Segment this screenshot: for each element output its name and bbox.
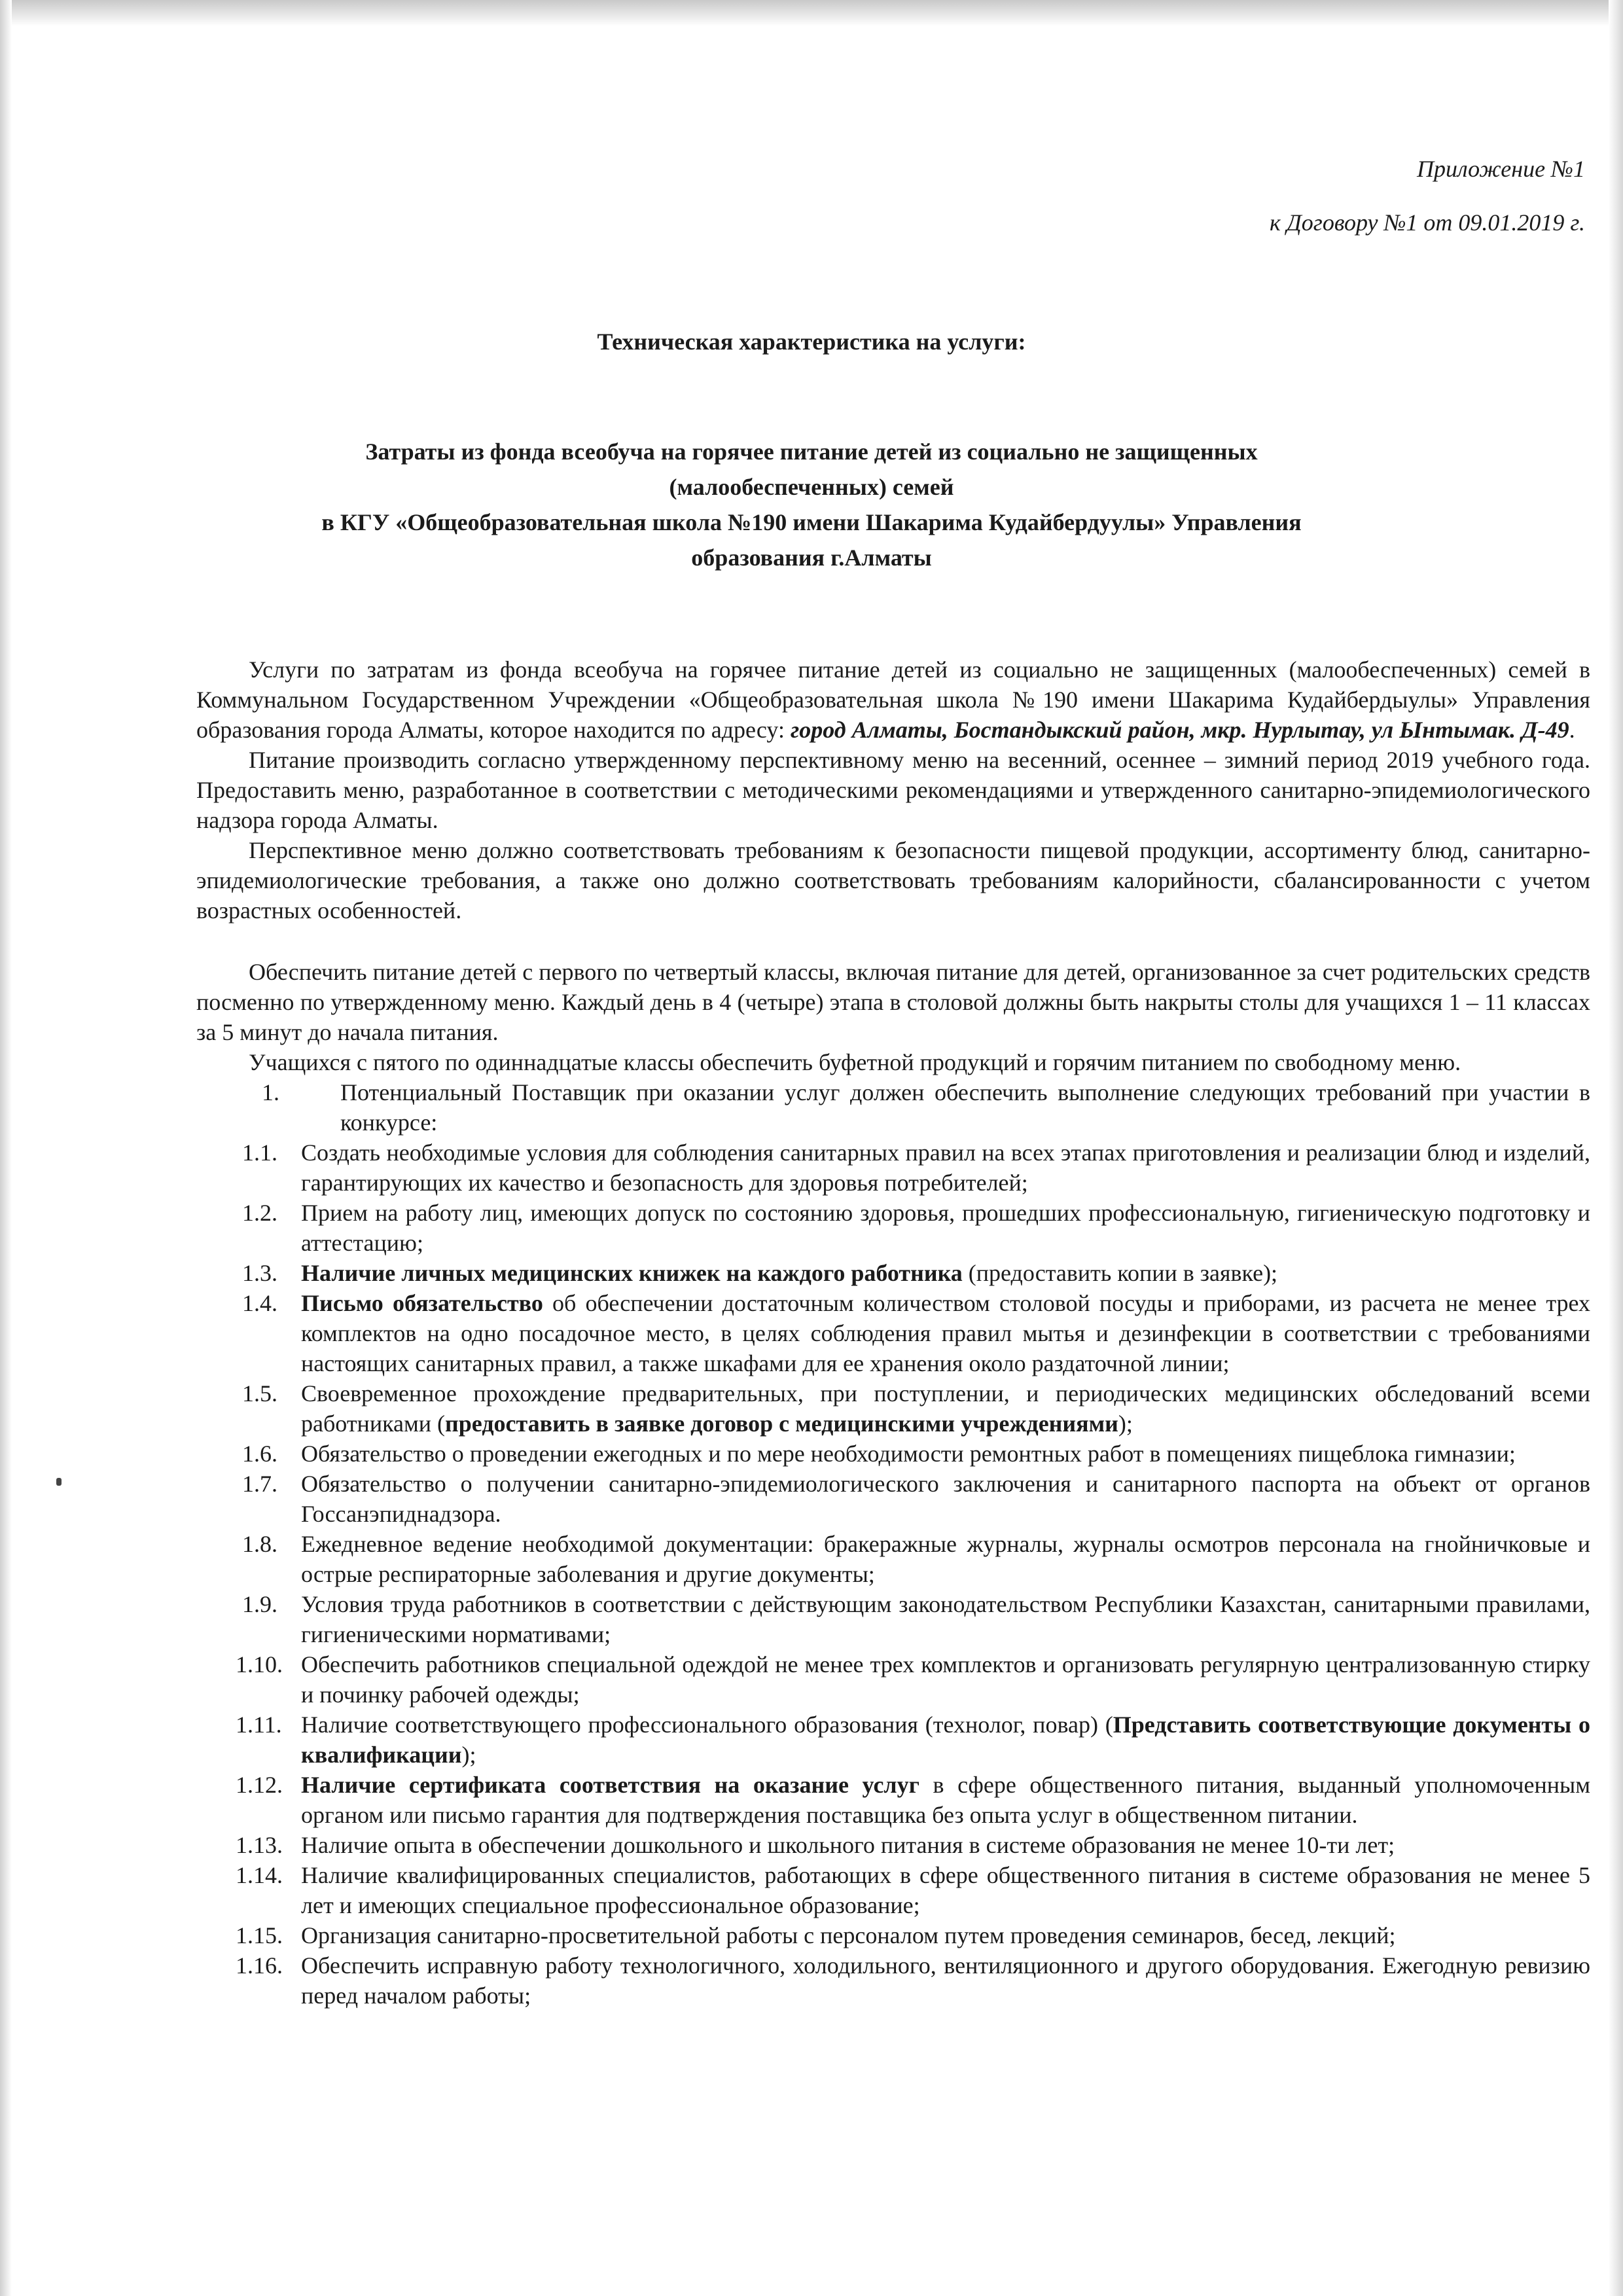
list-item [196,1077,1590,1138]
list-item-number: 1.2. [242,1200,277,1226]
list-item [196,1649,1590,1710]
list-item-text [301,1770,1590,1830]
paragraph-services [196,655,1590,745]
list-item-number: 1.14. [236,1862,283,1888]
list-item [196,1439,1590,1469]
title-line-3: в КГУ «Общеобразовательная школа №190 имени Шакарима Кудайбердуулы» Управления [321,509,1302,535]
list-item [196,1710,1590,1770]
list-item-text: Наличие квалифицированных специалистов, работающих в сфере общественного питания в системе образования не менее 5 лет и имеющих специальное профессиональное образование; [301,1862,1590,1918]
list-item-number: 1.15. [236,1922,283,1948]
list-item-number: 1.3. [242,1260,277,1286]
list-item [196,1950,1590,2011]
tech-spec-heading: Техническая характеристика на услуги: [597,329,1026,355]
list-item-bold: Письмо обязательство [301,1290,543,1316]
list-item-number: 1.5. [242,1380,277,1407]
paragraph-menu: Питание производить согласно утвержденному перспективному меню на весенний, осеннее – зимний период 2019 учебного года. Предоставить меню, разработанное в соответствии с методическими рекомендациями и утвержденного санитарно-эпидемиологического надзора города Алматы. [196,747,1590,833]
list-item-text [301,1378,1590,1439]
list-item-number: 1. [262,1079,279,1105]
list-item-number: 1.8. [242,1531,277,1557]
annex-contract-ref: к Договору №1 от 09.01.2019 г. [1270,209,1585,236]
scan-top-shadow [0,0,1623,26]
paragraph-children-meals: Обеспечить питание детей с первого по четвертый классы, включая питание для детей, организованное за счет родительских средств посменно по утвержденному меню. Каждый день в 4 (четыре) этапа в столовой должны быть накрыты столы для учащихся 1 – 11 классах за 5 минут до начала питания. [196,959,1590,1045]
list-item-text: Условия труда работников в соответствии с действующим законодательством Республики Казахстан, санитарными правилами, гигиеническими нормативами; [301,1591,1590,1647]
list-item-text: Организация санитарно-просветительной работы с персоналом путем проведения семинаров, бесед, лекций; [301,1922,1396,1948]
list-item [196,1830,1590,1860]
list-item-number: 1.7. [242,1471,277,1497]
list-item-text: Наличие опыта в обеспечении дошкольного и школьного питания в системе образования не менее 10-ти лет; [301,1832,1395,1858]
list-item-number: 1.6. [242,1441,277,1467]
list-item-number: 1.9. [242,1591,277,1617]
list-item-text: Обязательство о проведении ежегодных и по мере необходимости ремонтных работ в помещениях пищеблока гимназии; [301,1441,1516,1467]
list-item-text: Обеспечить работников специальной одеждой не менее трех комплектов и организовать регулярную централизованную стирку и починку рабочей одежды; [301,1651,1590,1708]
list-item [196,1770,1590,1830]
list-item-bold: предоставить в заявке договор с медицинскими учреждениями [445,1410,1118,1437]
scan-mark [56,1478,62,1486]
list-item-text: Обеспечить исправную работу технологичного, холодильного, вентиляционного и другого оборудования. Ежегодную ревизию перед началом работы; [301,1952,1590,2009]
list-item-number: 1.1. [242,1139,277,1166]
title-line-4: образования г.Алматы [691,545,932,571]
list-item-number: 1.10. [236,1651,283,1677]
list-item [196,1138,1590,1198]
list-item-number: 1.4. [242,1290,277,1316]
list-item [196,1378,1590,1439]
list-item-text: Прием на работу лиц, имеющих допуск по состоянию здоровья, прошедших профессиональную, гигиеническую подготовку и аттестацию; [301,1200,1590,1256]
list-item-text [301,1710,1590,1770]
list-item [196,1198,1590,1258]
list-item [196,1589,1590,1649]
list-item-bold: Наличие сертификата соответствия на оказание услуг [301,1772,919,1798]
address-text: город Алматы, Бостандыкский район, мкр. Нурлытау, ул Ынтымак. Д-49 [790,717,1569,743]
list-item-text: Создать необходимые условия для соблюдения санитарных правил на всех этапах приготовления и реализации блюд и изделий, гарантирующих их качество и безопасность для здоровья потребителей; [301,1139,1590,1196]
list-item-rest: (предоставить копии в заявке); [962,1260,1278,1286]
list-item-number: 1.13. [236,1832,283,1858]
list-item-text: Обязательство о получении санитарно-эпидемиологического заключения и санитарного паспорта на объект от органов Госсанэпиднадзора. [301,1471,1590,1527]
list-item-number: 1.11. [236,1712,282,1738]
list-item [196,1920,1590,1950]
paragraph-buffet: Учащихся с пятого по одиннадцатые классы обеспечить буфетной продукций и горячим питанием по свободному меню. [249,1049,1461,1075]
list-item [196,1469,1590,1529]
title-line-2: (малообеспеченных) семей [669,474,954,500]
list-item [196,1860,1590,1920]
list-item-end: ); [1118,1410,1133,1437]
list-item-text [301,1288,1590,1378]
list-item [196,1258,1590,1288]
list-item-text: Ежедневное ведение необходимой документации: бракеражные журналы, журналы осмотров персонала на гнойничковые и острые респираторные заболевания и другие документы; [301,1531,1590,1587]
paragraph-services-end: . [1569,717,1575,743]
list-item [196,1288,1590,1378]
list-item-rest: в сфере общественного питания, выданный уполномоченным органом или письмо гарантия для подтверждения поставщика без опыта услуг в общественном питании. [301,1772,1590,1828]
list-item-text [301,1258,1590,1288]
document-body [196,655,1590,2011]
list-item-number: 1.12. [236,1772,283,1798]
list-item-bold: Наличие личных медицинских книжек на каждого работника [301,1260,963,1286]
paragraph-services-text: Услуги по затратам из фонда всеобуча на горячее питание детей из социально не защищенных (малообеспеченных) семей в Коммунальном Государственном Учреждении «Общеобразовательная школа №190 имени Шакарима Кудайбердыулы» Управления образования города Алматы, которое находится по адресу: [196,656,1590,743]
list-item-number: 1.16. [236,1952,283,1979]
annex-number: Приложение №1 [1416,156,1585,182]
paragraph-perspective-menu: Перспективное меню должно соответствовать требованиям к безопасности пищевой продукции, ассортименту блюд, санитарно-эпидемиологические требования, а также оно должно соответствовать требованиям калорийности, сбалансированности с учетом возрастных особенностей. [196,837,1590,924]
title-line-1: Затраты из фонда всеобуча на горячее питание детей из социально не защищенных [365,439,1258,465]
list-item-rest: об обеспечении достаточным количеством столовой посуды и приборами, из расчета не менее трех комплектов на одно посадочное место, в целях соблюдения правил мытья и дезинфекции в соответствии с требованиями настоящих санитарных правил, а также шкафами для ее хранения около раздаточной линии; [301,1290,1590,1376]
list-item-rest: Своевременное прохождение предварительных, при поступлении, и периодических медицинских обследований всеми работниками ( [301,1380,1590,1437]
list-item-bold: Представить соответствующие документы о квалификации [301,1712,1590,1768]
list-item [196,1529,1590,1589]
list-item-text: Потенциальный Поставщик при оказании услуг должен обеспечить выполнение следующих требований при участии в конкурсе: [340,1079,1590,1136]
list-item-rest: Наличие соответствующего профессионального образования (технолог, повар) ( [301,1712,1113,1738]
list-item-end: ); [461,1742,476,1768]
